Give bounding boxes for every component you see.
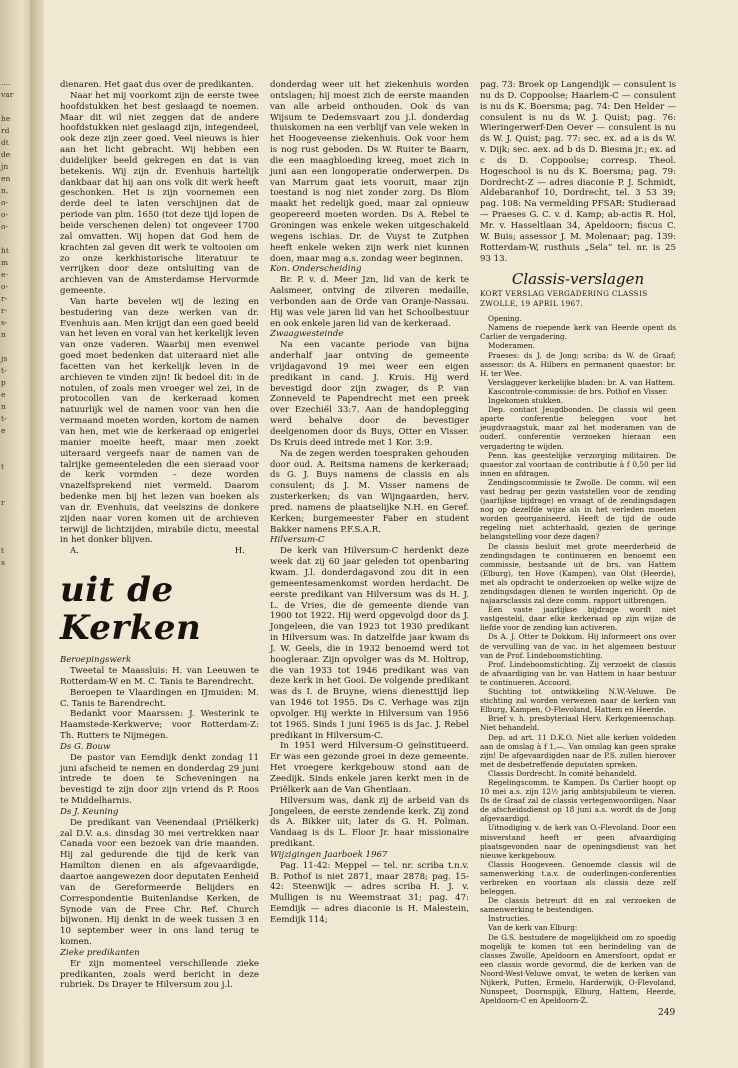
paragraph: Hilversum was, dank zij de arbeid van ds Jongeleen, de eerste zendende kerk. Zij zond ds A. Bikker uit; later ds G. H. Polman. Vandaag is ds L. Floor Jr. haar missionaire predikant. bbox=[270, 795, 469, 850]
edge-text-fragment: r- bbox=[1, 294, 8, 303]
report-line: Praeses: ds J. de Jong; scriba: ds W. de Graaf; assessor: ds A. Hilbers en permanent quaestor: br. H. ter Wee. bbox=[480, 350, 676, 378]
edge-text-fragment: var bbox=[1, 90, 14, 99]
report-title: KORT VERSLAG VERGADERING CLASSIS bbox=[480, 289, 648, 299]
paragraph: pag. 73: Broek op Langendijk — consulent is nu ds D. Coppoolse; Haarlem-C — consulent is nu ds K. Boersma; pag. 74: Den Helder — consulent is nu ds W. J. Quist; pag. 76: Wieringerwerf-Den Oever — consulent is nu ds W. J. Quist; pag. 77: sec. ex. ad a is ds W. v. Dijk; sec. aex. ad b ds D. Biesma jr.; ex. ad c ds D. Coppoolse; corresp. Theol. Hogeschool is nu ds K. Boersma; pag. 79: Dordrecht-Z — adres diaconie P. J. Schmidt, Aldebaranhof 10, Dordrecht, tel. 3 53 39; pag. 108: Na vermelding PFSAR: Studieraad — Praeses G. C. v. d. Kamp; ab-actis R. Hol, Mr. v. Hasseltlaan 34, Apeldoorn; fiscus C. W. Buis; assessor J. M. Molenaar; pag. 139: Rotterdam-W, rusthuis „Sela” tel. nr. is 25 93 13. bbox=[480, 80, 676, 264]
edge-text-fragment: en bbox=[1, 174, 11, 183]
edge-text-fragment: he bbox=[1, 114, 11, 123]
column-right bbox=[480, 80, 676, 1005]
report-line: Zendingscommissie te Zwolle. De comm. wil een vast bedrag per gezin vaststellen voor de zending (jaarlijkse bijdrage) en vraagt of de zendingsdagen nog op dezelfde wijze als in het verleden moeten worden georganiseerd. Heeft de tijd de oude regeling niet achterhaald, gezien de geringe belangstelling voor deze dagen? bbox=[480, 477, 676, 542]
report-line: De G.S. bestudere de mogelijkheid om zo spoedig mogelijk te komen tot een herindeling van de classes Zwolle, Apeldoorn en Amersfoort, opdat er een classis worde gevormd, die de kerken van de Noord-West-Veluwe omvat, te weten de kerken van Nijkerk, Putten, Ermelo, Harderwijk, O-Flevoland, Nunspeet, Doornspijk, Elburg, Hattem, Heerde, Apeldoorn-C en Apeldoorn-Z. bbox=[480, 932, 676, 1006]
column-middle bbox=[270, 80, 469, 926]
section-headline: uit de Kerken bbox=[60, 570, 202, 649]
paragraph: Tweetal te Maassluis: H. van Leeuwen te Rotterdam-W en M. C. Tanis te Barendrecht. bbox=[60, 665, 259, 687]
subheading: Kon. Onderscheiding bbox=[270, 264, 362, 275]
report-line: Een vaste jaarlijkse bijdrage wordt niet vastgesteld, daar elke kerkeraad op zijn wijze de liefde voor de zending kan activeren. bbox=[480, 605, 676, 633]
report-line: De classis betreurt dit en zal verzoeken de samenwerking te bestendigen. bbox=[480, 896, 676, 915]
signature-initial-right: H. bbox=[234, 546, 245, 557]
edge-text-fragment: rd bbox=[1, 126, 10, 135]
edge-text-fragment: s bbox=[1, 558, 5, 567]
edge-text-fragment: o- bbox=[1, 222, 9, 231]
edge-text-fragment: e bbox=[1, 390, 6, 399]
report-line: Uitnodiging v. de kerk van O.-Flevoland. Door een misverstand heeft er geen afvaardiging plaatsgevonden naar de openingsdienst van het nieuwe kerkgebouw. bbox=[480, 823, 676, 860]
edge-text-fragment: n, bbox=[1, 186, 9, 195]
edge-text-fragment: t bbox=[1, 462, 5, 471]
report-line: Ds A. J. Otter te Dokkum. Hij informeert ons over de vervulling van de vac. in het algemeen bestuur van de Prof. Lindeboomstichting. bbox=[480, 632, 676, 660]
report-line: Classis Hoogeveen. Genoemde classis wil de samenwerking t.a.v. de ouderlingen-conferenties verbreken en voortaan als classis deze zelf beleggen. bbox=[480, 859, 676, 897]
edge-text-fragment: jn bbox=[1, 162, 9, 171]
report-line: Kascontrole-commissie: de brs. Pothof en Visser. bbox=[488, 386, 668, 396]
edge-text-fragment: .... bbox=[1, 78, 11, 87]
previous-page-edge bbox=[0, 0, 30, 1068]
subheading: Beroepingswerk bbox=[60, 655, 132, 666]
edge-text-fragment: dt bbox=[1, 138, 9, 147]
page-gutter bbox=[30, 0, 44, 1068]
paragraph: Na een vacante periode van bijna anderhalf jaar ontving de gemeente vrijdagavond 19 mei weer een eigen predikant in cand. J. Kruis. Hij werd bevestigd door zijn zwager, ds P. van Zonneveld te Papendrecht met een preek over Ezechiël 33:7. Aan de handoplegging werd behalve door de bevestiger deelgenomen door ds Buys, Otter en Visser. Ds Kruis deed intrede met 1 Kor. 3:9. bbox=[270, 340, 469, 448]
edge-text-fragment: de bbox=[1, 150, 11, 159]
report-line: Stichting tot ontwikkeling N.W.-Veluwe. De stichting zal worden verwezen naar de kerken van Elburg, Kampen, O-Flevoland, Hattem en Heerde. bbox=[480, 687, 676, 715]
report-line: Regelingscomm. te Kampen. Ds Carlier hoopt op 10 mei a.s. zijn 12½ jarig ambtsjubileum te vieren. Ds de Graaf zal de classis vertegenwoordigen. Naar de afscheidsdienst op 18 juni a.s. wordt ds de Jong afgevaardigd. bbox=[480, 777, 676, 824]
report-line: Dep. contact Jeugdbonden. De classis wil geen aparte conferentie beleggen voor het jeugdvraagstuk, maar zal het moderamen van de ouderl. conferentie verzoeken hieraan een vergadering te wijden. bbox=[480, 405, 676, 451]
paragraph: Br. P. v. d. Meer Jzn, lid van de kerk te Aalsmeer, ontving de zilveren medaille, verbonden aan de Orde van Oranje-Nassau. Hij was vele jaren lid van het Schoolbestuur en ook enkele jaren lid van de kerkeraad. bbox=[270, 275, 469, 329]
edge-text-fragment: n bbox=[1, 330, 6, 339]
subheading: Wijzigingen Jaarboek 1967 bbox=[270, 849, 388, 860]
subheading: Ds G. Bouw bbox=[60, 741, 111, 752]
edge-text-fragment: ht bbox=[1, 246, 9, 255]
page-number: 249 bbox=[658, 1008, 676, 1018]
edge-text-fragment: t bbox=[1, 546, 5, 555]
report-line: De classis besluit met grote meerderheid de zendingsdagen te continueren en benoemt een commissie, bestaande uit de brs. van Hattem (Elburg), ten Hove (Kampen), van Olst (Heerde), met als opdracht te onderzoeken op welke wijze de zendingsdagen dienen te worden ingericht. Op de najaarsclassis zal deze comm. rapport uitbrengen. bbox=[480, 541, 676, 606]
edge-text-fragment: e bbox=[1, 426, 6, 435]
report-line: Instructies. bbox=[488, 914, 531, 924]
paragraph: Naar het mij voorkomt zijn de eerste twee hoofdstukken het best geslaagd te noemen. Maar dit wil niet zeggen dat de andere hoofdstukken niet geslaagd zijn, integendeel, ook deze zijn zeer goed. Veel nieuws is hier aan het licht gebracht. Wij hebben een duidelijker beeld gekregen en dat is van betekenis. Wij zijn dr. Evenhuis hartelijk dankbaar dat hij aan ons volk dit werk heeft geschonken. Het is zijn voornemen een derde deel te laten verschijnen dat de periode van plm. 1650 (tot deze tijd lopen de beide verschenen delen) tot ongeveer 1700 zal omvatten. Wij hopen dat God hem de krachten zal geven dit werk te voltooien om zo onze kerkhistorische literatuur te verrijken door deze ontsluiting van de archieven van de Amsterdamse Hervormde gemeente. bbox=[60, 90, 259, 297]
paragraph: donderdag weer uit het ziekenhuis worden ontslagen; hij moest zich de eerste maanden van alle arbeid onthouden. Ook ds van Wijsum te Dedemsvaart zou j.l. donderdag thuiskomen na een verblijf van vele weken in het Hoogeveense ziekenhuis. Ook voor hem is nog rust geboden. Ds W. Ruiter te Baarn, die een maagbloeding kreeg, moet zich in juni aan een longoperatie onderwerpen. Ds van Marrum gaat iets vooruit, maar zijn toestand is nog niet zonder zorg. Ds Blom maakt het redelijk goed, maar zal opnieuw geopereerd moeten worden. Ds A. Rebel te Groningen was enkele weken uitgeschakeld wegens ischias. Dr. de Vuyst te Zutphen heeft enkele weken zijn werk niet kunnen doen, maar mag a.s. zondag weer beginnen. bbox=[270, 80, 469, 264]
edge-text-fragment: o- bbox=[1, 198, 9, 207]
paragraph: Na de zegen werden toespraken gehouden door oud. A. Reitsma namens de kerkeraad; ds G. J. Buys namens de classis en als consulent; ds J. M. Visser namens de zusterkerken; ds van Wijngaarden, herv. pred. namens de plaatselijke N.H. en Geref. Kerken; burgemeester Faber en student Bakker namens P.F.S.A.R. bbox=[270, 448, 469, 535]
report-line: Classis Dordrecht. In comité behandeld. bbox=[488, 768, 637, 778]
report-line: Van de kerk van Elburg: bbox=[488, 923, 578, 933]
edge-text-fragment: js bbox=[1, 354, 8, 363]
edge-text-fragment: o- bbox=[1, 282, 9, 291]
paragraph: De kerk van Hilversum-C herdenkt deze week dat zij 60 jaar geleden tot openbaring kwam. J.l. donderdagavond zou dit in een gemeentesamenkomst worden herdacht. De eerste predikant van Hilversum was ds H. J. L. de Vries, die de gemeente diende van 1900 tot 1922. Hij werd opgevolgd door ds J. Jongeleen, die van 1923 tot 1930 predikant in Hilversum was. In datzelfde jaar kwam ds J. W. Geels, die in 1932 benoemd werd tot hoogleraar. Zijn opvolger was ds M. Holtrop, die van 1933 tot 1946 predikant was van deze kerk in het Gooi. De volgende predikant was ds I. de Bruyne, wiens dienesttijd liep van 1946 tot 1955. Ds C. Verhage was zijn opvolger. Hij werkte in Hilversum van 1956 tot 1965. Sinds 1 juni 1965 is ds Jac. J. Rebel predikant in Hilversum-C. bbox=[270, 546, 469, 741]
edge-text-fragment: t- bbox=[1, 414, 7, 423]
paragraph: Van harte bevelen wij de lezing en bestudering van deze werken van dr. Evenhuis aan. Men krijgt dan een goed beeld van het leven en voral van het kerkelijk leven van onze vaderen. Waarbij men evenwel goed moet bedenken dat uiteraard niet alle facetten van het kerkelijk leven in de archieven te vinden zijn! Ik bedoel dit: in de notulen, of zoals men vroeger wel zei, in de protocollen van de kerkeraad komen natuurlijk wel de namen voor van hen die vermaand moeten worden, kortom de namen van hen, met wie de kerkeraad op enigerlei manier moeite heeft, maar men zoekt uiteraard vergeefs naar de namen van de talrijke gemeenteleden die een sieraad voor de kerk vormden – deze worden vnazelfsprekend niet vermeld. Daarom bedenke men bij het lezen van boeken als van dr. Evenhuis, dat veelszins de donkere zijden naar voren komen uit de archieven terwijl de lichtzijden, mirabile dictu, meestal in het donker blijven. bbox=[60, 296, 259, 546]
column-left bbox=[60, 80, 259, 991]
edge-text-fragment: n bbox=[1, 402, 6, 411]
report-line: Penn. kas geestelijke verzorging militairen. De quaestor zal voortaan de contributie à f 0,50 per lid innen en afdragen. bbox=[480, 450, 676, 478]
subheading: Zieke predikanten bbox=[60, 947, 140, 958]
signature-initial-left: A. bbox=[70, 546, 79, 557]
paragraph: De pastor van Eemdijk denkt zondag 11 juni afscheid te nemen en donderdag 29 juni intrede te doen te Scheveningen na bevestigd te zijn door zijn vriend ds P. Roos te Middelharnis. bbox=[60, 752, 259, 807]
edge-text-fragment: o- bbox=[1, 210, 9, 219]
edge-text-fragment: s- bbox=[1, 318, 8, 327]
edge-text-fragment: e- bbox=[1, 270, 8, 279]
report-line: Verslaggever kerkelijke bladen: br. A. van Hattem. bbox=[488, 377, 676, 387]
edge-text-fragment: t- bbox=[1, 366, 7, 375]
report-line: Opening. bbox=[488, 314, 522, 324]
report-line: Prof. Lindeboomstichting. Zij verzoekt de classis de afvaardiging van br. van Hattem in haar bestuur te continueren. Accoord. bbox=[480, 659, 676, 687]
subheading: Zwaagwesteinde bbox=[270, 329, 344, 340]
edge-text-fragment: r- bbox=[1, 306, 8, 315]
edge-text-fragment: p bbox=[1, 378, 6, 387]
classis-heading: Classis-verslagen bbox=[511, 270, 645, 289]
signature bbox=[60, 546, 259, 557]
report-line: Namens de roepende kerk van Heerde opent ds Carlier de vergadering. bbox=[480, 323, 676, 342]
edge-text-fragment: m bbox=[1, 258, 9, 267]
paragraph: De predikant van Veenendaal (Priëlkerk) zal D.V. a.s. dinsdag 30 mei vertrekken naar Canada voor een bezoek van drie maanden. Hij zal gedurende die tijd de kerk van Hamilton dienen en als afgevaardigde, daartoe aangewezen door deputaten Eenheid van de Gereformeerde Belijders en Correspondentie Buitenlandse Kerken, de Synode van de Free Chr. Ref. Church bijwonen. Hij denkt in de week tussen 3 en 10 september weer in ons land terug te komen. bbox=[60, 817, 259, 948]
report-line: Ingekomen stukken. bbox=[488, 396, 564, 406]
report-line: Brief v. h. presbyteriaal Herv. Kerkgemeenschap. Niet behandeld. bbox=[480, 714, 676, 733]
paragraph: Bedankt voor Maarssen: J. Westerink te Haamstede-Kerkwerve; voor Rotterdam-Z: Th. Rutters te Nijmegen. bbox=[60, 709, 259, 742]
paragraph: Beroepen te Vlaardingen en IJmuiden: M. C. Tanis te Barendrecht. bbox=[60, 687, 259, 709]
subheading: Ds J. Keuning bbox=[60, 806, 119, 817]
paragraph: In 1951 werd Hilversum-O geïnstitueerd. Er was een gezonde groei in deze gemeente. Het vroegere kerkgebouw stond aan de Zeedijk. Sinds enkele jaren kerkt men in de Priëlkerk aan de Van Ghentlaan. bbox=[270, 741, 469, 795]
paragraph: Er zijn momenteel verschillende zieke predikanten, zoals werd bericht in deze rubriek. Ds Drayer te Hilversum zou j.l. bbox=[60, 958, 259, 991]
report-subtitle: ZWOLLE, 19 APRIL 1967. bbox=[480, 299, 584, 309]
report-line: Dep. ad art. 11 D.K.O. Niet alle kerken voldeden aan de omslag à f 1,—. Van omslag kan geen sprake zijn! De afgevaardigden naar de P.S. zullen hierover met de desbetreffende deputaten spreken. bbox=[480, 732, 676, 769]
edge-text-fragment: r bbox=[1, 498, 5, 507]
report-body bbox=[480, 314, 676, 1005]
report-line: Moderamen. bbox=[488, 341, 535, 351]
subheading: Hilversum-C bbox=[270, 535, 325, 546]
paragraph: Pag. 11-42: Meppel — tel. nr. scriba t.n.v. B. Pothof is niet 2871, maar 2878; pag. 15-42: Steenwijk — adres scriba H. J. v. Mulligen is nu Weemstraat 31; pag. 47: Eemdijk — adres diaconie is H. Malestein, Eemdijk 114; bbox=[270, 860, 469, 925]
paragraph: dienaren. Het gaat dus over de predikanten. bbox=[60, 80, 254, 90]
